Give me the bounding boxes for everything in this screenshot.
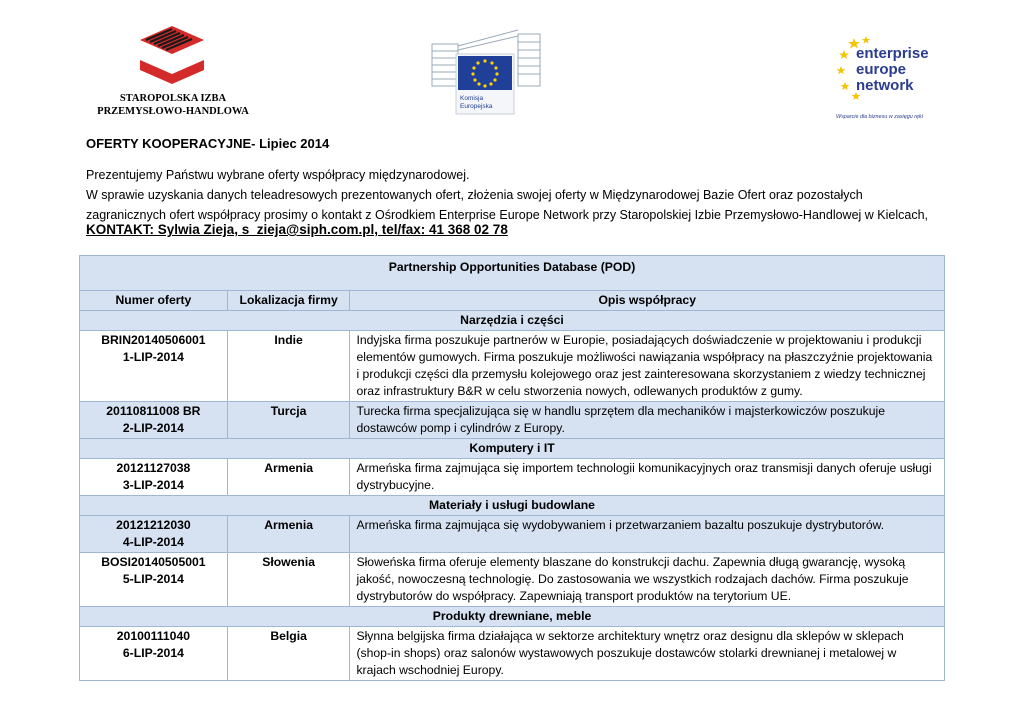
offer-description: Słoweńska firma oferuje elementy blaszane do konstrukcji dachu. Zapewnia długą gwarancję, wysoką jakość, nowoczesną technologię. Do zastosowania we wszystkich rodzajach dachów. Firma poszukuje dystrybutorów do współpracy. Zapewniają transport produktów na terytorium UE. <box>350 553 945 607</box>
offer-description: Indyjska firma poszukuje partnerów w Europie, posiadających doświadczenie w projektowaniu i produkcji elementów gumowych. Firma poszukuje możliwości nawiązania współpracy na płaszczyźnie projektowania i produkcji części dla przemysłu kolejowego oraz jest zainteresowana skorzystaniem z wiedzy technicznej oraz infrastruktury B&R w celu stworzenia nowych, odlewanych produktów z gumy. <box>350 331 945 402</box>
category-row <box>80 607 945 627</box>
offer-location: Turcja <box>227 402 350 439</box>
column-header-location: Lokalizacja firmy <box>227 291 350 311</box>
table-row <box>80 402 945 439</box>
column-header-row <box>80 291 945 311</box>
offer-id: 20110811008 BR <box>106 404 201 418</box>
een-logo-text-3: network <box>856 77 914 94</box>
table-row <box>80 331 945 402</box>
offer-number <box>80 459 228 496</box>
siph-logo <box>88 26 258 121</box>
category-label: Produkty drewniane, meble <box>80 607 945 627</box>
contact-info[interactable]: KONTAKT: Sylwia Zieja, s_zieja@siph.com.pl, tel/fax: 41 368 02 78 <box>86 222 508 237</box>
offer-id: 20121212030 <box>116 518 191 532</box>
enterprise-europe-network-logo <box>836 30 932 122</box>
intro-text <box>86 165 946 225</box>
ec-logo-text-1: Komisja <box>460 95 484 102</box>
offer-id: 20121127038 <box>116 461 191 475</box>
offer-id: BRIN20140506001 <box>101 333 206 347</box>
database-title: Partnership Opportunities Database (POD) <box>80 256 945 291</box>
category-label: Komputery i IT <box>80 439 945 459</box>
table-row <box>80 553 945 607</box>
category-row <box>80 496 945 516</box>
siph-logo-text-1: STAROPOLSKA IZBA <box>119 93 227 104</box>
offer-description: Armeńska firma zajmująca się importem technologii komunikacyjnych oraz transmisji danych oferuje usługi dystrybucyjne. <box>350 459 945 496</box>
category-label: Materiały i usługi budowlane <box>80 496 945 516</box>
offer-description: Słynna belgijska firma działająca w sektorze architektury wnętrz oraz designu dla sklepów w sklepach (shop-in shops) oraz salonów wystawowych poszukuje dostawców stolarki drewnianej i metalowej w krajach wschodniej Europy. <box>350 627 945 681</box>
table-row <box>80 459 945 496</box>
offers-table <box>79 255 945 681</box>
column-header-description: Opis współpracy <box>350 291 945 311</box>
offer-number <box>80 516 228 553</box>
intro-line-1: Prezentujemy Państwu wybrane oferty współpracy międzynarodowej. <box>86 168 470 182</box>
offer-number <box>80 553 228 607</box>
intro-line-2: W sprawie uzyskania danych teleadresowych prezentowanych ofert, złożenia swojej oferty w Międzynarodowej Bazie Ofert oraz pozostałych zagranicznych ofert współpracy prosimy o kontakt z Ośrodkiem Enterprise Europe Network przy Staropolskiej Izbie Przemysłowo-Handlowej w Kielcach, <box>86 188 928 222</box>
offer-description: Turecka firma specjalizująca się w handlu sprzętem dla mechaników i majsterkowiczów poszukuje dostawców pomp i cylindrów z Europy. <box>350 402 945 439</box>
offer-ref: 4-LIP-2014 <box>122 535 184 549</box>
offer-id: BOSI20140505001 <box>101 555 206 569</box>
offer-ref: 1-LIP-2014 <box>122 350 184 364</box>
table-row <box>80 627 945 681</box>
table-row <box>80 516 945 553</box>
column-header-number: Numer oferty <box>80 291 228 311</box>
offer-location: Indie <box>227 331 350 402</box>
een-logo-tagline: Wsparcie dla biznesu w zasięgu ręki <box>836 114 923 120</box>
category-label: Narzędzia i części <box>80 311 945 331</box>
database-title-row <box>80 256 945 291</box>
een-logo-text-2: europe <box>856 61 907 78</box>
offer-ref: 2-LIP-2014 <box>122 421 184 435</box>
offer-number <box>80 331 228 402</box>
european-commission-logo <box>430 26 545 118</box>
offer-location: Armenia <box>227 459 350 496</box>
page-title: OFERTY KOOPERACYJNE- Lipiec 2014 <box>86 136 330 151</box>
offer-ref: 6-LIP-2014 <box>122 646 184 660</box>
offer-ref: 3-LIP-2014 <box>122 478 184 492</box>
offer-ref: 5-LIP-2014 <box>122 572 184 586</box>
offer-location: Słowenia <box>227 553 350 607</box>
offer-description: Armeńska firma zajmująca się wydobywaniem i przetwarzaniem bazaltu poszukuje dystrybutorów. <box>350 516 945 553</box>
siph-logo-text-2: PRZEMYSŁOWO-HANDLOWA <box>97 106 249 117</box>
offer-location: Belgia <box>227 627 350 681</box>
offer-number <box>80 402 228 439</box>
offer-number <box>80 627 228 681</box>
ec-logo-text-2: Europejska <box>460 103 493 110</box>
category-row <box>80 439 945 459</box>
offer-location: Armenia <box>227 516 350 553</box>
een-logo-text-1: enterprise <box>856 45 929 62</box>
category-row <box>80 311 945 331</box>
offer-id: 20100111040 <box>116 629 190 643</box>
